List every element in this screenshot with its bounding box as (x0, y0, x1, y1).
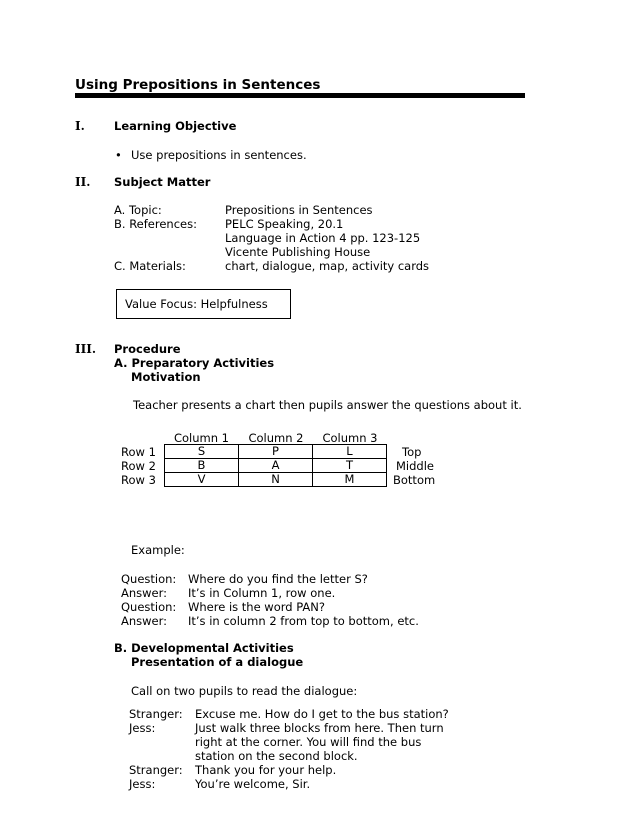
dialogue-line: You’re welcome, Sir. (195, 777, 311, 791)
qa-text: It’s in column 2 from top to bottom, etc. (188, 614, 419, 628)
chart-instruction: Teacher presents a chart then pupils answer the questions about it. (133, 398, 522, 412)
subheading-presentation-dialogue: Presentation of a dialogue (131, 655, 304, 669)
letter-chart (164, 444, 387, 487)
value-focus-text: Value Focus: Helpfulness (125, 297, 268, 311)
reference-line: Language in Action 4 pp. 123-125 (225, 231, 421, 245)
materials-label: C. Materials: (114, 259, 186, 273)
chart-cell: S (165, 445, 239, 459)
references-label: B. References: (114, 217, 197, 231)
side-label-bottom: Bottom (393, 473, 436, 487)
chart-cell: N (239, 473, 313, 487)
title-rule (75, 93, 525, 98)
dialogue-line: Thank you for your help. (195, 763, 337, 777)
qa-label: Answer: (121, 614, 168, 628)
chart-cell: P (239, 445, 313, 459)
qa-label: Question: (121, 600, 177, 614)
materials-value: chart, dialogue, map, activity cards (225, 259, 430, 273)
reference-line: PELC Speaking, 20.1 (225, 217, 344, 231)
chart-cell: A (239, 459, 313, 473)
example-label: Example: (131, 543, 185, 557)
topic-label: A. Topic: (114, 203, 162, 217)
dialogue-line: station on the second block. (195, 749, 358, 763)
side-label-middle: Middle (396, 459, 434, 473)
column-header-3: Column 3 (322, 431, 378, 445)
table-row (165, 445, 387, 459)
topic-value: Prepositions in Sentences (225, 203, 373, 217)
section-heading-learning-objective: Learning Objective (114, 119, 237, 133)
subheading-developmental-activities: B. Developmental Activities (114, 641, 294, 655)
column-header-1: Column 1 (173, 431, 229, 445)
table-row (165, 473, 387, 487)
qa-text: It’s in Column 1, row one. (188, 586, 336, 600)
dialogue-line: Excuse me. How do I get to the bus station? (195, 707, 449, 721)
bullet-icon: • (115, 148, 122, 162)
section-heading-subject-matter: Subject Matter (114, 175, 211, 189)
chart-cell: T (313, 459, 387, 473)
subheading-preparatory-activities: A. Preparatory Activities (114, 356, 275, 370)
page-title: Using Prepositions in Sentences (75, 77, 321, 93)
value-focus-box (116, 289, 291, 319)
chart-cell: V (165, 473, 239, 487)
qa-text: Where do you find the letter S? (188, 572, 368, 586)
chart-cell: L (313, 445, 387, 459)
dialogue-speaker: Jess: (129, 777, 156, 791)
dialogue-instruction: Call on two pupils to read the dialogue: (131, 684, 358, 698)
row-label-1: Row 1 (121, 445, 156, 459)
section-numeral-1: I. (75, 119, 85, 133)
row-label-3: Row 3 (121, 473, 156, 487)
chart-cell: B (165, 459, 239, 473)
section-heading-procedure: Procedure (114, 342, 181, 356)
dialogue-line: right at the corner. You will find the bus (195, 735, 422, 749)
subheading-motivation: Motivation (131, 370, 201, 384)
qa-text: Where is the word PAN? (188, 600, 326, 614)
qa-label: Answer: (121, 586, 168, 600)
qa-label: Question: (121, 572, 177, 586)
section-numeral-3: III. (75, 342, 97, 356)
side-label-top: Top (402, 445, 422, 459)
objective-text: Use prepositions in sentences. (131, 148, 307, 162)
table-row (165, 459, 387, 473)
dialogue-speaker: Stranger: (129, 707, 183, 721)
dialogue-speaker: Stranger: (129, 763, 183, 777)
chart-cell: M (313, 473, 387, 487)
section-numeral-2: II. (75, 175, 91, 189)
column-header-2: Column 2 (248, 431, 304, 445)
row-label-2: Row 2 (121, 459, 156, 473)
dialogue-line: Just walk three blocks from here. Then turn (195, 721, 444, 735)
dialogue-speaker: Jess: (129, 721, 156, 735)
reference-line: Vicente Publishing House (225, 245, 371, 259)
